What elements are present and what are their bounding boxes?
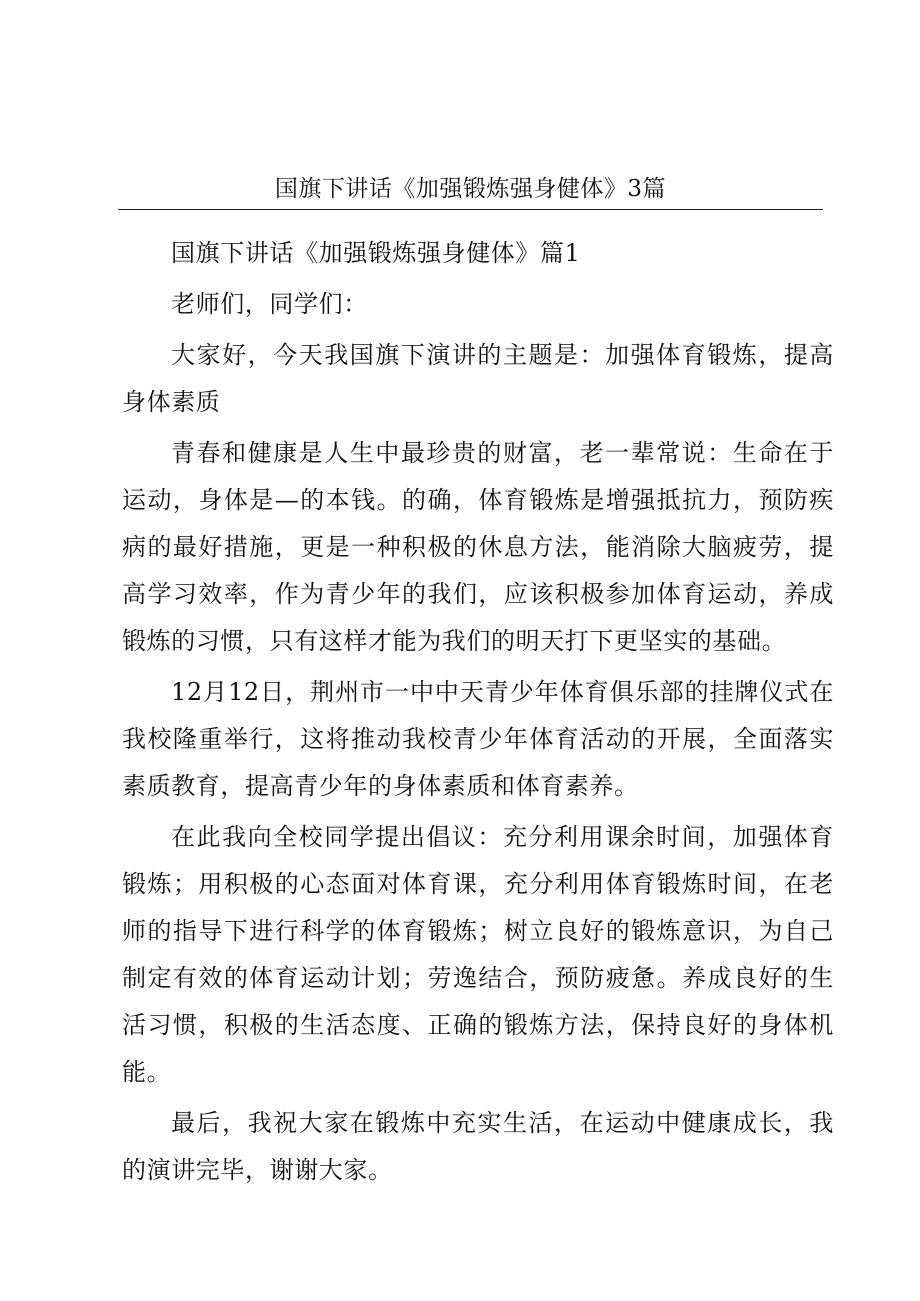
paragraph-closing: 最后，我祝大家在锻炼中充实生活，在运动中健康成长，我的演讲完毕，谢谢大家。 [122,1109,834,1184]
paragraph-health: 青春和健康是人生中最珍贵的财富，老一辈常说：生命在于运动，身体是—的本钱。的确，体育锻炼是增强抵抗力，预防疾病的最好措施，更是一种积极的休息方法，能消除大脑疲劳，提高学习效率，作为青少年的我们，应该积极参加体育运动，养成锻炼的习惯，只有这样才能为我们的明天打下更坚实的基础。 [122,439,834,655]
salutation: 老师们，同学们： [171,290,368,318]
document-header [118,174,823,210]
section-heading: 国旗下讲话《加强锻炼强身健体》篇1 [171,239,581,267]
paragraph-proposal: 在此我向全校同学提出倡议：充分利用课余时间，加强体育锻炼；用积极的心态面对体育课，充分利用体育锻炼时间，在老师的指导下进行科学的体育锻炼；树立良好的锻炼意识，为自己制定有效的体育运动计划；劳逸结合，预防疲惫。养成良好的生活习惯，积极的生活态度、正确的锻炼方法，保持良好的身体机能。 [122,823,834,1086]
paragraph-greeting: 大家好，今天我国旗下演讲的主题是：加强体育锻炼，提高身体素质 [122,341,834,416]
paragraph-club: 12月12日，荆州市一中中天青少年体育俱乐部的挂牌仪式在我校隆重举行，这将推动我校青少年体育活动的开展，全面落实素质教育，提高青少年的身体素质和体育素养。 [122,678,834,800]
document-body [122,230,834,1198]
document-title: 国旗下讲话《加强锻炼强身健体》3篇 [274,176,667,202]
